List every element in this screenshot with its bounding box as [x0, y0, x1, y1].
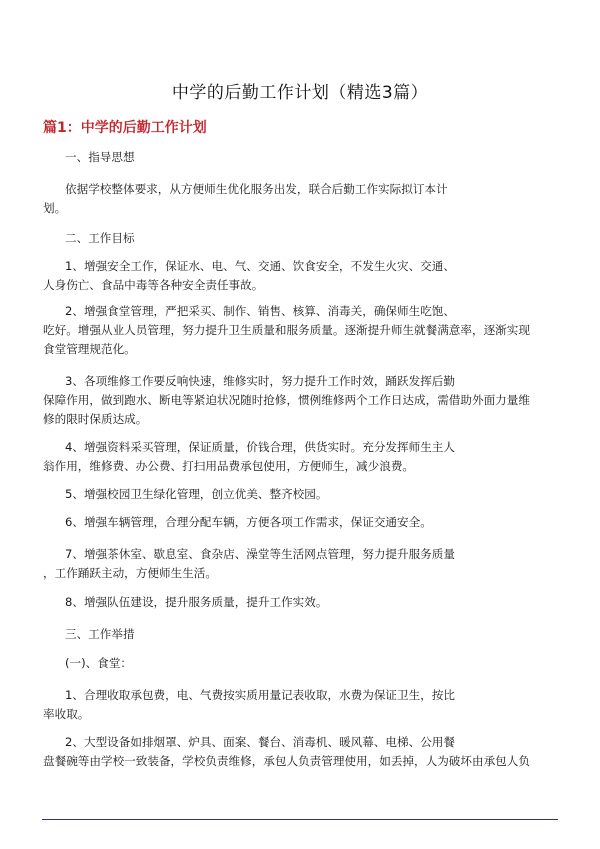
paragraph — [43, 372, 563, 429]
paragraph — [43, 485, 563, 504]
paragraph-line: ，工作踊跃主动，方便师生生活。 — [43, 566, 217, 580]
paragraph-line: 三、工作举措 — [65, 627, 135, 641]
paragraph-line: 率收取。 — [43, 707, 90, 721]
paragraph-line: 翁作用，维修费、办公费、打扫用品费承包使用，方便师生，减少浪费。 — [43, 459, 415, 473]
paragraph — [43, 257, 563, 295]
paragraph-line: 划。 — [43, 201, 67, 215]
paragraph-line: 修的限时保质达成。 — [43, 412, 148, 426]
paragraph-line: 人身伤亡、食品中毒等各种安全责任事故。 — [43, 278, 264, 292]
paragraph-line: 2、大型设备如排烟罩、炉具、面案、餐台、消毒机、暖风幕、电梯、公用餐 — [65, 735, 455, 749]
paragraph-line: 2、增强食堂管理，严把采买、制作、销售、核算、消毒关，确保师生吃饱、 — [65, 304, 455, 318]
paragraph-line: (一)、食堂： — [65, 656, 133, 670]
paragraph — [43, 686, 563, 724]
paragraph — [43, 180, 563, 218]
paragraph — [43, 654, 563, 673]
paragraph-line: 依据学校整体要求，从方便师生优化服务出发，联合后勤工作实际拟订本计 — [65, 182, 448, 196]
paragraph-line: 3、各项维修工作要反响快速，维修实时，努力提升工作时效，踊跃发挥后勤 — [65, 374, 455, 388]
paragraph-line: 6、增强车辆管理，合理分配车辆，方便各项工作需求，保证交通安全。 — [65, 515, 432, 529]
paragraph-line: 一、指导思想 — [65, 150, 135, 164]
paragraph-line: 8、增强队伍建设，提升服务质量，提升工作实效。 — [65, 595, 328, 609]
paragraph — [43, 302, 563, 359]
paragraph-line: 吃好。增强从业人员管理，努力提升卫生质量和服务质量。逐渐提升师生就餐满意率，逐渐实现 — [43, 323, 530, 337]
paragraph — [43, 733, 563, 771]
paragraph-line: 5、增强校园卫生绿化管理，创立优美、整齐校园。 — [65, 487, 328, 501]
paragraph-line: 二、工作目标 — [65, 231, 135, 245]
paragraph-line: 1、合理收取承包费，电、气费按实质用量记表收取，水费为保证卫生，按比 — [65, 688, 455, 702]
footer-divider — [42, 819, 558, 820]
section-heading: 篇1：中学的后勤工作计划 — [43, 120, 207, 136]
paragraph — [43, 438, 563, 476]
paragraph — [43, 593, 563, 612]
paragraph-line: 食堂管理规范化。 — [43, 342, 136, 356]
paragraph-line: 4、增强资料采买管理，保证质量，价钱合理，供货实时。充分发挥师生主人 — [65, 440, 455, 454]
paragraph-line: 7、增强茶休室、歇息室、食杂店、澡堂等生活网点管理，努力提升服务质量 — [65, 547, 455, 561]
paragraph — [43, 625, 563, 644]
paragraph — [43, 545, 563, 583]
paragraph — [43, 513, 563, 532]
paragraph-line: 1、增强安全工作，保证水、电、气、交通、饮食安全，不发生火灾、交通、 — [65, 259, 455, 273]
paragraph — [43, 148, 563, 167]
document-title: 中学的后勤工作计划（精选3篇） — [171, 83, 429, 103]
paragraph — [43, 229, 563, 248]
paragraph-line: 盘餐碗等由学校一致装备，学校负责维修，承包人负责管理使用，如丢掉，人为破坏由承包人负 — [43, 754, 530, 768]
paragraph-line: 保障作用，做到跑水、断电等紧迫状况随时抢修，惯例维修两个工作日达成，需借助外面力量维 — [43, 393, 530, 407]
